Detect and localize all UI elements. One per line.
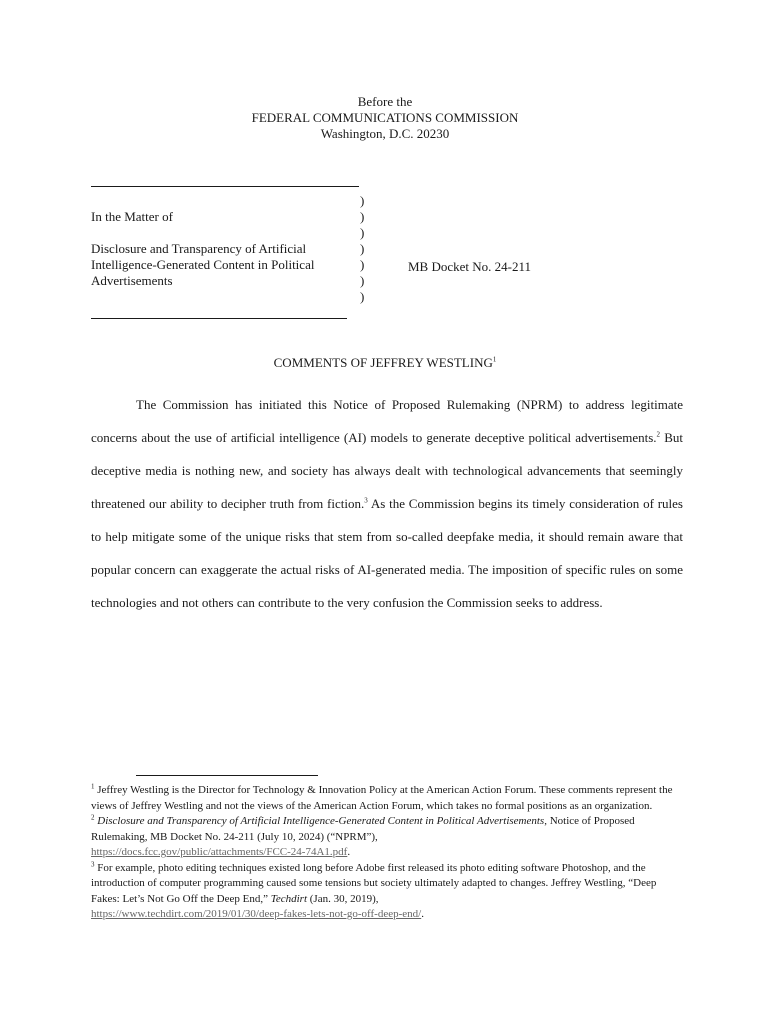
- body-paragraph-container: [91, 388, 683, 619]
- body-sentence-1: The Commission has initiated this Notice of Proposed Rulemaking (NPRM) to address legitimate concerns about the use of artificial intelligence (AI) models to generate deceptive political advertisements.: [91, 397, 683, 445]
- footnote-punct: .: [347, 846, 351, 858]
- footnote-text: , Notice of Proposed Rulemaking, MB Docket No. 24-211 (July 10, 2024) (“NPRM”),: [91, 815, 635, 843]
- paren: ): [360, 273, 365, 288]
- footnote-ref-1[interactable]: 1: [492, 355, 497, 364]
- title-text: COMMENTS OF JEFFREY WESTLING: [273, 355, 493, 370]
- caption-subject-line-3: Advertisements: [91, 273, 173, 288]
- footnote-3: [91, 861, 683, 923]
- body-sentence-2: But deceptive media is nothing new, and society has always dealt with technological advancements that seemingly threatened our ability to decipher truth from fiction.: [91, 430, 683, 511]
- footnote-separator: [136, 775, 318, 776]
- footnote-number: 2: [91, 813, 95, 822]
- paren: ): [360, 225, 365, 240]
- footnotes: [91, 783, 683, 923]
- header-line-location: Washington, D.C. 20230: [320, 126, 450, 141]
- footnote-1: [91, 783, 683, 814]
- footnote-text-tail: (Jan. 30, 2019),: [307, 892, 379, 905]
- footnote-text: For example, photo editing techniques existed long before Adobe first released its photo editing software Photoshop, and the introduction of computer programming caused some tensions but society ultimately adapted to changes. Jeffrey Westling, “Deep Fakes: Let’s Not Go Off the Deep End,”: [91, 861, 657, 905]
- footnote-number: 1: [91, 782, 95, 791]
- docket-number: MB Docket No. 24-211: [408, 259, 532, 274]
- header-line-agency: FEDERAL COMMUNICATIONS COMMISSION: [251, 110, 519, 125]
- footnote-link[interactable]: https://docs.fcc.gov/public/attachments/FCC-24-74A1.pdf: [91, 846, 348, 858]
- footnote-ref-2[interactable]: 2: [656, 430, 661, 439]
- paren: ): [360, 209, 365, 224]
- footnote-ref-3[interactable]: 3: [364, 496, 368, 505]
- caption-parentheses: [360, 193, 364, 305]
- footnote-2: [91, 814, 683, 861]
- footnote-text: Jeffrey Westling is the Director for Technology & Innovation Policy at the American Action Forum. These comments represent the views of Jeffrey Westling and not the views of the American Action Forum, which takes no formal positions as an organization.: [91, 784, 673, 812]
- header-line-before: Before the: [357, 94, 413, 109]
- comments-title: [0, 355, 770, 371]
- caption-subject-line-2: Intelligence-Generated Content in Political: [91, 257, 315, 272]
- caption-subject-line-1: Disclosure and Transparency of Artificial: [91, 241, 307, 256]
- footnote-link[interactable]: https://www.techdirt.com/2019/01/30/deep-fakes-lets-not-go-off-deep-end/: [91, 908, 422, 920]
- footnote-italic-source: Techdirt: [270, 892, 307, 905]
- footnote-punct: .: [421, 908, 424, 920]
- in-the-matter-label: In the Matter of: [91, 209, 173, 224]
- paren: ): [360, 241, 365, 256]
- paren: ): [360, 193, 365, 208]
- body-sentence-3: As the Commission begins its timely consideration of rules to help mitigate some of the unique risks that stem from so-called deepfake media, it should remain aware that popular concern can exaggerate the actual risks of AI-generated media. The imposition of specific rules on some technologies and not others can contribute to the very confusion the Commission seeks to address.: [91, 496, 683, 610]
- paren: ): [360, 257, 365, 272]
- body-paragraph: [91, 388, 683, 619]
- footnote-italic-title: Disclosure and Transparency of Artificial Intelligence-Generated Content in Political Advertisements: [94, 815, 545, 827]
- caption-top-rule: [91, 186, 359, 187]
- paren: ): [360, 289, 365, 304]
- footnote-number: 3: [91, 859, 95, 868]
- caption-bottom-rule: [91, 318, 347, 319]
